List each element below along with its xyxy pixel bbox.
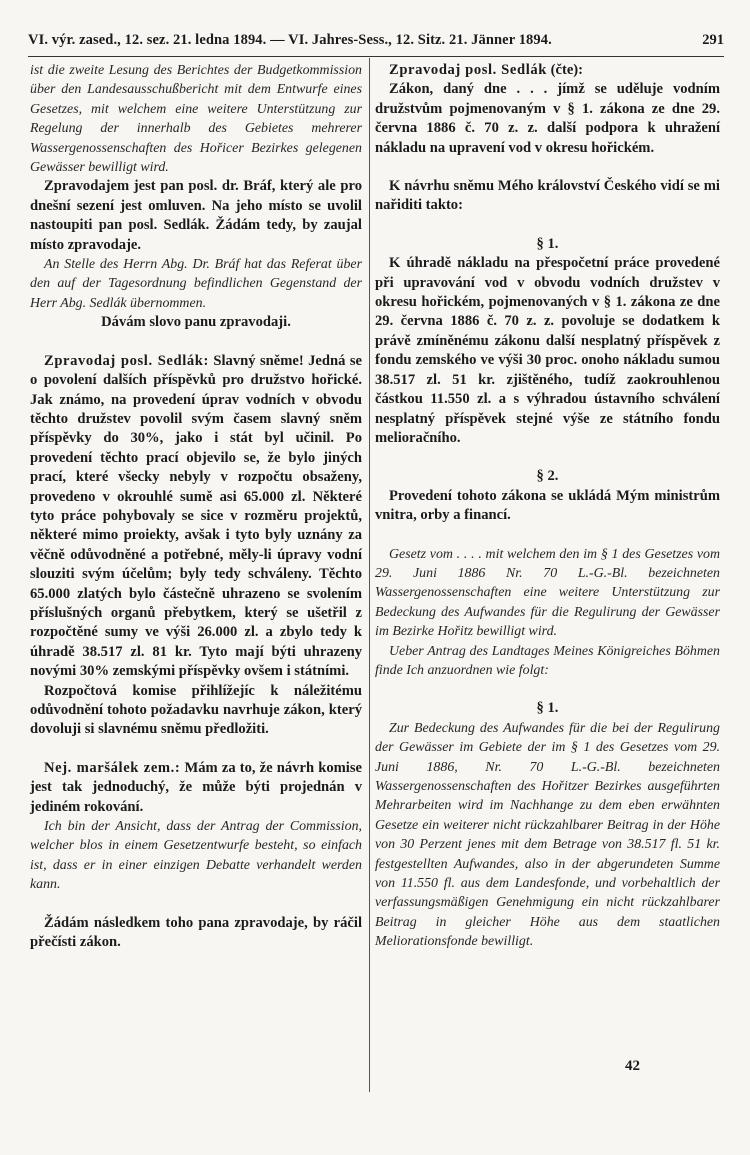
paragraph-gap [375,448,720,467]
paragraph-text: K úhradě nákladu na přespočetní práce provedené při upravování vod v obvodu vodních družstev v okresu hořickém, pojmenovaných v § 1. zákona ze dne 29. června 1886 č. 70 z. z. povoluje se dodatkem k právě zmíněnému zákonu další nesplatný příspěvek z fondu zemského ve výši 30 proc. onoho nákladu sumou 38.517 zl. 51 kr. zjištěného, tudíž zaokrouhlenou částkou 11.550 zl. a s výhradou ústavního schválení nesplatný příspěvek stejné výše ze státního fondu melioračního. [375,255,720,446]
speaker-name: Zpravodaj posl. Sedlák: [44,352,209,369]
paragraph-text: Mám za to, že návrh komise jest tak jednoduchý, že může býti projednán v jediném rokování. [30,759,362,815]
paragraph-text: An Stelle des Herrn Abg. Dr. Bráf hat das Referat über den auf der Tagesordnung befindlichen Gegenstand der Herr Abg. Sedlák übernommen. [30,257,362,311]
paragraph-gap [375,526,720,545]
german-paragraph [375,719,720,952]
header-title: VI. výr. zased., 12. sez. 21. ledna 1894. — VI. Jahres-Sess., 12. Sitz. 21. Jänner 1894. [28,32,552,48]
header-rule [28,56,724,57]
czech-paragraph [375,254,720,448]
speaker-name: Zpravodaj posl. Sedlák [389,62,547,78]
czech-paragraph [375,177,720,216]
paragraph-text: Gesetz vom . . . . mit welchem den im § 1 des Gesetzes vom 29. Juni 1886 Nr. 70 L.-G.-Bl. bezeichneten Wassergenossenschaften eine weitere Unterstützung zur Bedeckung des Aufwandes für die Regulirung der Gewässer im Bezirke Hořitz bewilligt wird. [375,546,720,640]
page-number: 291 [702,32,724,48]
paragraph-text: Žádám následkem toho pana zpravodaje, by ráčil přečísti zákon. [30,914,362,951]
german-paragraph [375,642,720,681]
right-column [375,61,720,952]
paragraph-text: Zpravodajem jest pan posl. dr. Bráf, který ale pro dnešní sezení jest omluven. Na jeho místo se uvolil nastoupiti pan posl. Sedlák. Žádám tedy, by zaujal místo zpravodaje. [30,178,362,253]
paragraph-text: K návrhu sněmu Mého království Českého vidí se mi nařiditi takto: [375,178,720,214]
czech-paragraph [30,914,362,953]
section-number: § 2. [536,468,559,485]
german-paragraph [30,817,362,895]
czech-paragraph [30,177,362,255]
signature-mark: 42 [625,1058,640,1074]
czech-paragraph [30,682,362,740]
column-divider [369,58,370,1092]
german-paragraph [30,61,362,177]
paragraph-gap [30,333,362,352]
paragraph-text: ist die zweite Lesung des Berichtes der Budgetkommission über den Landesausschußbericht mit dem Entwurfe eines Gesetzes, mit welchem eine weitere Unterstützung zur Regelung der innerhalb des Gebietes mehrerer Wassergenossenschaften des Hořicer Bezirkes gelegenen Gewässer bewilligt wird. [30,63,362,176]
paragraph-gap [30,895,362,914]
czech-paragraph [375,487,720,526]
paragraph-text: Ueber Antrag des Landtages Meines Königreiches Böhmen finde Ich anzuordnen wie folgt: [375,643,720,678]
german-paragraph [375,545,720,642]
paragraph-gap [375,680,720,699]
czech-paragraph [30,759,362,817]
czech-paragraph: Dávám slovo panu zpravodaji. [101,314,291,331]
paragraph-gap [375,216,720,235]
section-number: § 1. [536,235,559,252]
paragraph-text: Zákon, daný dne . . . jímž se uděluje vodním družstvům pojmenovaným v § 1. zákona ze dne 29. června 1886 č. 70 z. z. další podpora k uhražení nákladu na upravení vod v okresu hořickém. [375,81,720,156]
paragraph-text: Slavný sněme! Jedná se o povolení dalších příspěvků pro družstvo hořické. Jak známo, na provedení úprav vodních v obvodu těchto družstev povolil svým časem slavný sněm příspěvky do 30%, jako i stát byl učinil. Po provedení těchto prací objevilo se, že bylo jiných prací, které všecky nebyly v rozpočtu obsaženy, provedeno v okrouhlé sumě asi 65.000 zl. Některé tyto práce pohybovaly se sice v rozměru projektů, některé mimo proiekty, avšak i tyto byly uznány za věčně odůvodněné a potřebné, měly-li úpravy vodní slouziti svým účelům; byly tedy schváleny. Těchto 65.000 zlatých bylo částečně uhrazeno se svolením příslušných organů přebytkem, který se ušetřil z rozpočtěné sumy ve výši 26.000 zl. a zbylo tedy k úhradě 38.517 zl. 81 kr. Tyto mají býti uhrazeny novými 30% zemskými příspěvky ovšem i státními. [30,352,363,680]
speaker-name: Nej. maršálek zem.: [44,759,181,776]
paragraph-gap [375,158,720,177]
left-column [30,61,362,952]
paragraph-text: Provedení tohoto zákona se ukládá Mým ministrům vnitra, orby a financí. [375,487,720,524]
czech-paragraph [375,80,720,158]
paragraph-gap [30,740,362,759]
paragraph-text: Ich bin der Ansicht, dass der Antrag der Commission, welcher blos in einem Gesetzentwurfe besteht, so einfach ist, dass er in einer einzigen Debatte verhandelt werden kann. [30,819,362,893]
german-paragraph [30,255,362,313]
czech-paragraph [375,61,720,80]
paragraph-text: Rozpočtová komise přihlížejíc k náležitému odůvodnění tohoto požadavku navrhuje zákon, který dovoluji si slavnému sněmu předložiti. [30,682,362,738]
paragraph-text: Zur Bedeckung des Aufwandes für die bei der Regulirung der Gewässer im Gebiete der im § 1 des Gesetzes vom 29. Juni 1886, Nr. 70 L.-G.-Bl. bezeichneten Wassergenossenschaften des Hořitzer Bezirkes ausgeführten Mehrarbeiten wird im Nachhange zu dem eben erwähnten Gesetze ein weiterer nicht rückzahlbarer Beitrag in der Höhe von 30 Perzent jenes mit dem Betrage von 38.517 fl. 51 kr. festgestellten Aufwandes, also in der abgerundeten Summe von 11.550 fl. aus dem Landesfonde, und vorbehaltlich der verfassungsmäßigen Genehmigung ein nicht rückzahlbarer Beitrag in gleicher Höhe aus dem staatlichen Meliorationsfonde bewilligt. [375,720,720,950]
section-number: § 1. [536,700,559,717]
page-header [28,32,724,54]
paragraph-text: (čte): [546,62,584,78]
czech-paragraph [30,352,362,682]
